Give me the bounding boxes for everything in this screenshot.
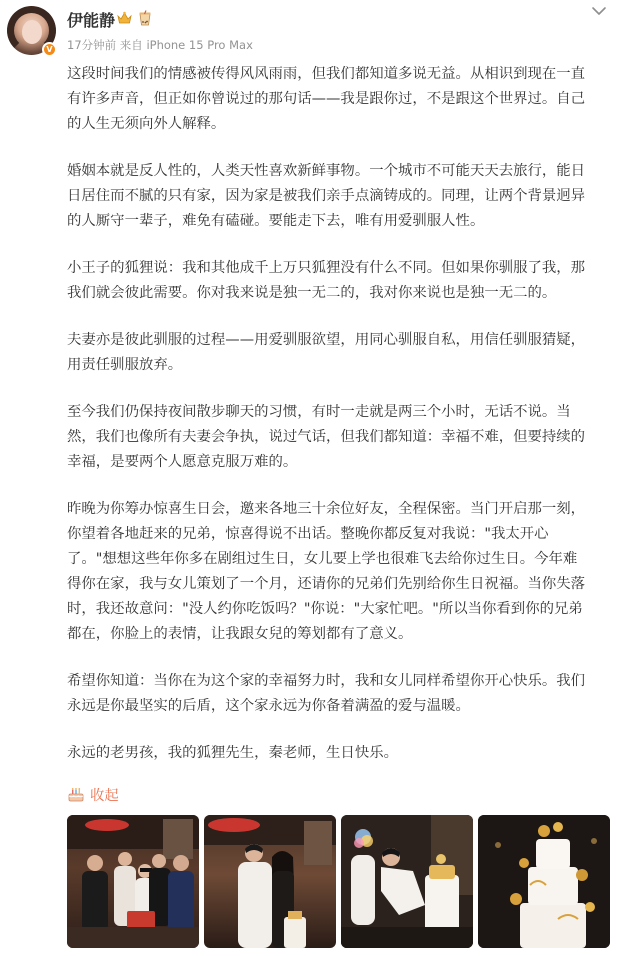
post-text-line: 希望你知道：当你在为这个家的幸福努力时，我和女儿同样希望你开心快乐。我们 [67,673,586,689]
post-text-line: 的人厮守一辈子，难免有磕碰。要能走下去，唯有用爱驯服人性。 [67,213,485,229]
post-text-line: 永远的老男孩，我的狐狸先生，秦老师，生日快乐。 [67,745,398,761]
avatar-face [22,20,42,44]
post-text-line: 得你在家，我与女儿策划了一个月，还请你的兄弟们先别给你生日祝福。当你失落 [67,576,586,592]
post-text-line: 小王子的狐狸说：我和其他成千上万只狐狸没有什么不同。但如果你驯服了我，那 [67,260,586,276]
cake-icon [67,785,85,803]
chevron-down-icon[interactable] [590,4,608,18]
post-header [0,0,618,64]
post-text-line: 这段时间我们的情感被传得风风雨雨，但我们都知道多说无益。从相识到现在一直 [67,66,586,82]
post-text-line: 都在，你脸上的表情，让我跟女兒的筹划都有了意义。 [67,626,413,642]
post-text-line: 永远是你最坚实的后盾，这个家永远为你备着满盈的爱与温暖。 [67,698,470,714]
post-paragraph [67,328,612,378]
photo-cake-cutting[interactable] [341,815,473,948]
photo-group-portrait[interactable] [67,815,199,948]
collapse-label: 收起 [90,787,119,804]
post-text-line: 了。"想想这些年你多在剧组过生日，女儿要上学也很难飞去给你过生日。今年难 [67,551,578,567]
post-paragraph [67,159,612,234]
post-text-line: 我们就会彼此需要。你对我来说是独一无二的，我对你来说也是独一无二的。 [67,285,557,301]
post-paragraph [67,669,612,719]
crown-icon [117,11,132,25]
post-text-line: 时，我还故意问："没人约你吃饭吗？"你说："大家忙吧。"所以当你看到你的兄弟 [67,601,583,617]
post-meta: 17分钟前 来自 iPhone 15 Pro Max [67,38,253,52]
post-text-line: 昨晚为你筹办惊喜生日会，邀来各地三十余位好友，全程保密。当门开启那一刻， [67,501,586,517]
post-text-line: 婚姻本就是反人性的，人类天性喜欢新鲜事物。一个城市不可能天天去旅行，能日 [67,163,586,179]
photo-grid [67,815,612,948]
post-paragraph [67,400,612,475]
post-paragraph [67,497,612,647]
milk-tea-icon [138,10,152,26]
collapse-link[interactable] [67,782,119,806]
post-text-line: 至今我们仍保持夜间散步聊天的习惯，有时一走就是两三个小时，无话不说。当 [67,404,571,420]
verified-v-icon: V [42,42,57,57]
post-text-line: 有许多声音，但正如你曾说过的那句话——我是跟你过，不是跟这个世界过。自己 [67,91,586,107]
post-body [67,62,612,788]
post-paragraph [67,62,612,137]
post-text-line: 幸福，是要两个人愿意克服万难的。 [67,454,298,470]
post-text-line: 日居住而不腻的只有家，因为家是被我们亲手点滴铸成的。同理，让两个背景迥异 [67,188,586,204]
post-text-line: 然，我们也像所有夫妻会争执，说过气话，但我们都知道：幸福不难，但要持续的 [67,429,586,445]
post-text-line: 的人生无须向外人解释。 [67,116,226,132]
post-text-line: 你望着各地赶来的兄弟，惊喜得说不出话。整晚你都反复对我说："我太开心 [67,526,549,542]
photo-birthday-cake[interactable] [478,815,610,948]
post-paragraph [67,741,612,766]
post-text-line: 夫妻亦是彼此驯服的过程——用爱驯服欲望，用同心驯服自私，用信任驯服猜疑， [67,332,586,348]
username[interactable]: 伊能静 [67,11,116,30]
post-text-line: 用责任驯服放弃。 [67,357,183,373]
post-paragraph [67,256,612,306]
photo-couple[interactable] [204,815,336,948]
